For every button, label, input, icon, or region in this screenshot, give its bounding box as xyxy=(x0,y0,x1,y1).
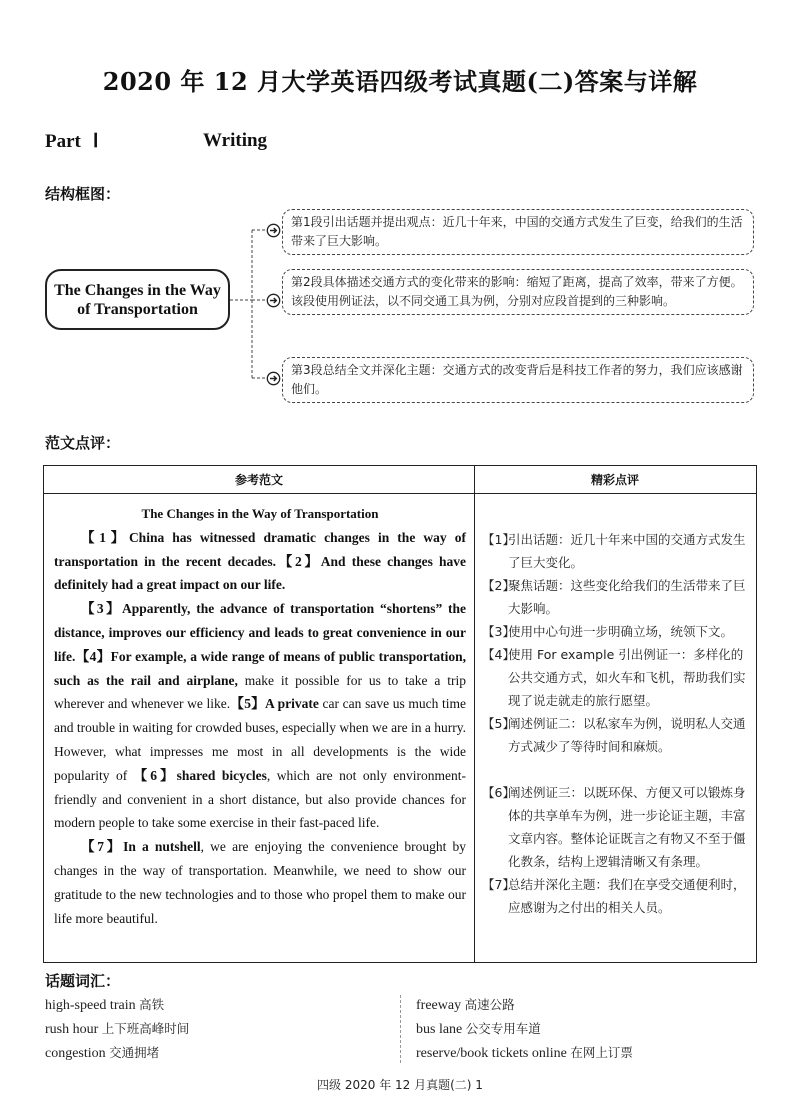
sentence-marker: 【2】 xyxy=(275,553,321,569)
vocab-en: congestion xyxy=(45,1046,106,1061)
comment-spacer xyxy=(482,758,750,781)
part-name: Writing xyxy=(203,130,268,151)
table-column-divider xyxy=(474,466,475,962)
page-footer: 四级 2020 年 12 月真题(二) 1 xyxy=(317,1078,483,1092)
comment-tag: 【4】 xyxy=(482,647,515,662)
essay-title: The Changes in the Way of Transportation xyxy=(141,506,379,521)
essay-paragraph-2 xyxy=(54,597,466,835)
comment-tag: 【3】 xyxy=(482,624,515,639)
diagram-connector-lines xyxy=(230,210,290,410)
vocab-en: bus lane xyxy=(416,1022,463,1037)
vocab-cn: 高铁 xyxy=(139,997,165,1012)
vocab-cn: 高速公路 xyxy=(464,997,515,1012)
vocab-item xyxy=(45,1019,189,1038)
vocab-item xyxy=(416,995,515,1014)
comment-item xyxy=(482,712,750,758)
diagram-root-box xyxy=(45,269,230,330)
arrow-circle-icon xyxy=(266,223,281,238)
essay-sentence: A private xyxy=(265,696,319,712)
sentence-marker: 【1】 xyxy=(81,529,129,545)
comment-tag: 【1】 xyxy=(482,532,515,547)
essay-sentence: China has witnessed dramatic changes in the way of transportation in the recent decades. xyxy=(54,529,467,569)
sample-essay xyxy=(54,502,466,930)
vocab-item xyxy=(45,995,164,1014)
vocab-item xyxy=(45,1043,159,1062)
comment-tag: 【7】 xyxy=(482,877,515,892)
essay-sentence: car can save us much time and trouble in waiting for crowded buses, especially when we are in a hurry. However, what impresses me most in all developments is the wide popularity of xyxy=(54,696,466,783)
comment-tag: 【6】 xyxy=(482,785,515,800)
essay-sentence: , we are enjoying the convenience brought by changes in the way of transportation. Meanwhile, we need to show our gratitude to the new technologies and to those who propel them to make our life more beautiful. xyxy=(54,839,466,926)
vocab-en: high-speed train xyxy=(45,998,136,1013)
comment-text: 使用中心句进一步明确立场，统领下文。 xyxy=(508,624,734,639)
vocab-item xyxy=(416,1019,541,1038)
diagram-note-paragraph-1: 第1段引出话题并提出观点：近几十年来，中国的交通方式发生了巨变，给我们的生活带来了巨大影响。 xyxy=(282,209,754,255)
essay-sentence: For example, a wide range of means of public transportation, such as the rail and airplane, xyxy=(54,648,467,688)
sentence-marker: 【3】 xyxy=(81,601,123,617)
page-title: 2020 年 12 月大学英语四级考试真题(二)答案与详解 xyxy=(102,67,698,96)
comment-text: 引出话题：近几十年来中国的交通方式发生了巨大变化。 xyxy=(508,532,746,570)
comment-item xyxy=(482,528,750,574)
sentence-marker: 【5】 xyxy=(230,696,265,712)
sentence-marker: 【4】 xyxy=(75,648,111,664)
vocab-heading: 话题词汇： xyxy=(45,972,121,990)
part-label: Part xyxy=(45,131,81,152)
part-numeral: Ⅰ xyxy=(92,131,99,152)
vocab-en: freeway xyxy=(416,998,462,1013)
comment-text: 使用 For example 引出例证一：多样化的公共交通方式，如火车和飞机，帮助我们实现了说走就走的旅行愿望。 xyxy=(508,647,746,708)
arrow-circle-icon xyxy=(266,371,281,386)
structure-heading: 结构框图： xyxy=(45,185,121,203)
sentence-marker: 【6】 xyxy=(133,767,177,783)
essay-sentence: , which are not only environment-friendly and convenient in a short distance, but also provide chances for modern people to take some exercise in their fast-paced life. xyxy=(54,767,467,831)
essay-review-table xyxy=(43,465,757,963)
vocab-cn: 交通拥堵 xyxy=(109,1045,160,1060)
comment-item xyxy=(482,620,750,643)
part-heading xyxy=(45,130,268,153)
comment-text: 阐述例证二：以私家车为例，说明私人交通方式减少了等待时间和麻烦。 xyxy=(508,716,746,754)
essay-sentence: Apparently, the advance of transportation “shortens” the distance, improves our efficiency and leads to great convenience in our life. xyxy=(54,601,466,664)
arrow-circle-icon xyxy=(266,293,281,308)
table-header-essay: 参考范文 xyxy=(44,466,474,494)
vocab-cn: 在网上订票 xyxy=(570,1045,633,1060)
vocab-cn: 公交专用车道 xyxy=(465,1021,541,1036)
comment-item xyxy=(482,643,750,712)
table-header-comment: 精彩点评 xyxy=(474,466,756,494)
comment-text: 总结并深化主题：我们在享受交通便利时，应感谢为之付出的相关人员。 xyxy=(508,877,746,915)
diagram-root-label: The Changes in the Way of Transportation xyxy=(54,281,221,318)
essay-sentence: In a nutshell xyxy=(123,839,201,855)
comment-text: 阐述例证三：以既环保、方便又可以锻炼身体的共享单车为例，进一步论证主题，丰富文章内容。整体论证既言之有物又不至于僵化教条，结构上逻辑清晰又有条理。 xyxy=(508,785,746,869)
essay-sentence: And these changes have definitely had a great impact on our life. xyxy=(54,553,467,593)
comment-tag: 【2】 xyxy=(482,578,515,593)
comment-tag: 【5】 xyxy=(482,716,515,731)
diagram-note-paragraph-3: 第3段总结全文并深化主题：交通方式的改变背后是科技工作者的努力，我们应该感谢他们。 xyxy=(282,357,754,403)
vocab-en: rush hour xyxy=(45,1022,99,1037)
vocab-item xyxy=(416,1043,633,1062)
essay-paragraph-3 xyxy=(54,835,466,930)
comment-list xyxy=(482,528,750,919)
essay-sentence: make it possible for us to take a trip wherever and whenever we like. xyxy=(54,672,466,712)
comment-text: 聚焦话题：这些变化给我们的生活带来了巨大影响。 xyxy=(508,578,746,616)
comment-item xyxy=(482,873,750,919)
comment-item xyxy=(482,574,750,620)
comment-item xyxy=(482,781,750,873)
review-heading: 范文点评： xyxy=(45,434,121,452)
diagram-note-paragraph-2: 第2段具体描述交通方式的变化带来的影响：缩短了距离，提高了效率，带来了方便。该段使用例证法，以不同交通工具为例，分别对应段首提到的三种影响。 xyxy=(282,269,754,315)
vocab-divider xyxy=(400,995,401,1063)
vocab-cn: 上下班高峰时间 xyxy=(101,1021,190,1036)
sentence-marker: 【7】 xyxy=(81,839,124,855)
essay-sentence: shared bicycles xyxy=(176,767,267,783)
essay-paragraph-1 xyxy=(54,526,466,597)
vocab-en: reserve/book tickets online xyxy=(416,1046,567,1061)
